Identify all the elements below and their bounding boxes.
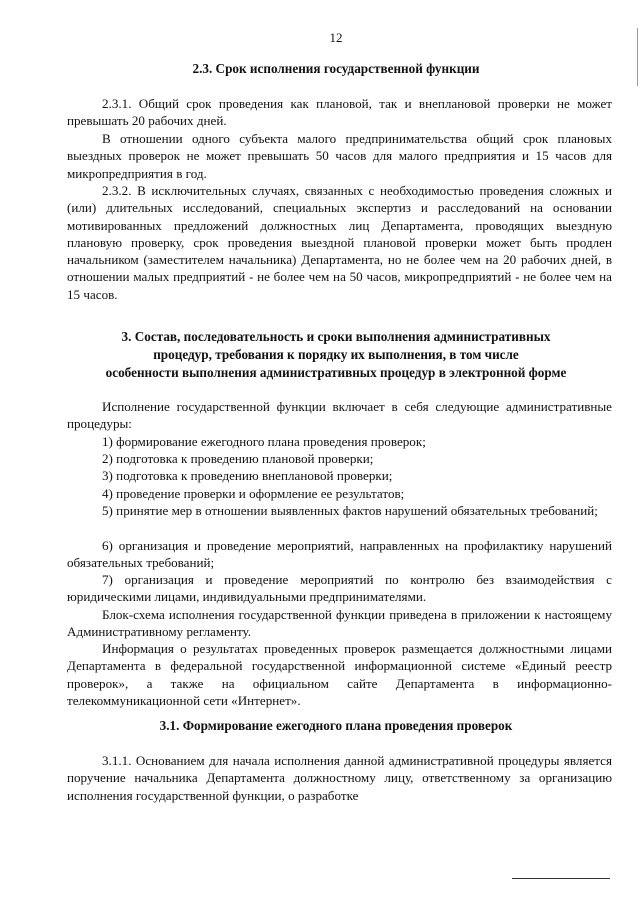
heading-3-1: 3.1. Формирование ежегодного плана проведения проверок <box>159 718 513 733</box>
paragraph-2-3-2: 2.3.2. В исключительных случаях, связанных с необходимостью проведения сложных и (или) длительных исследований, специальных экспертиз и расследований на основании мотивированных предложений должностных лиц Департамента, проводящих выездную плановую проверку, срок проведения выездной плановой проверки может быть продлен начальником (заместителем начальника) Департамента, но не более чем на 20 рабочих дней, в отношении малых предприятий - не более чем на 50 часов, микропредприятий - не более чем на 15 часов. <box>67 183 612 302</box>
heading-2-3: 2.3. Срок исполнения государственной функции <box>192 61 480 76</box>
procedure-item: 1) формирование ежегодного плана проведения проверок; <box>102 434 426 449</box>
procedure-item: 6) организация и проведение мероприятий, направленных на профилактику нарушений обязательных требований; <box>67 538 612 571</box>
procedure-item: 3) подготовка к проведению внеплановой проверки; <box>102 468 393 483</box>
footer-rule <box>512 878 610 879</box>
heading-3 <box>60 328 612 382</box>
paragraph-2-3-1: 2.3.1. Общий срок проведения как плановой, так и внеплановой проверки не может превышать 20 рабочих дней. <box>67 96 612 129</box>
paragraph-intro: Исполнение государственной функции включает в себя следующие административные процедуры: <box>67 399 612 432</box>
paragraph-information: Информация о результатах проведенных проверок размещается должностными лицами Департамента в федеральной государственной информационной системе «Единый реестр проверок», а также на официальном сайте Департамента в информационно-телекоммуникационной сети «Интернет». <box>67 641 612 708</box>
paragraph-small-business: В отношении одного субъекта малого предпринимательства общий срок плановых выездных проверок не может превышать 50 часов для малого предприятия и 15 часов для микропредприятия в год. <box>67 131 612 181</box>
heading-3-line-1: 3. Состав, последовательность и сроки выполнения административных <box>121 329 551 344</box>
procedure-item: 5) принятие мер в отношении выявленных фактов нарушений обязательных требований; <box>102 503 598 518</box>
procedure-item: 2) подготовка к проведению плановой проверки; <box>102 451 374 466</box>
procedure-item: 7) организация и проведение мероприятий по контролю без взаимодействия с юридическими лицами, индивидуальными предпринимателями. <box>67 572 612 605</box>
procedure-item: 4) проведение проверки и оформление ее результатов; <box>102 486 405 501</box>
paragraph-block-scheme: Блок-схема исполнения государственной функции приведена в приложении к настоящему Административному регламенту. <box>67 607 612 640</box>
heading-3-line-2: процедур, требования к порядку их выполнения, в том числе <box>153 347 519 362</box>
heading-3-line-3: особенности выполнения административных процедур в электронной форме <box>105 365 567 380</box>
page-number: 12 <box>329 30 343 45</box>
paragraph-3-1-1: 3.1.1. Основанием для начала исполнения данной административной процедуры является поручение начальника Департамента должностному лицу, ответственному за организацию исполнения государственной функции, о разработке <box>67 753 612 803</box>
